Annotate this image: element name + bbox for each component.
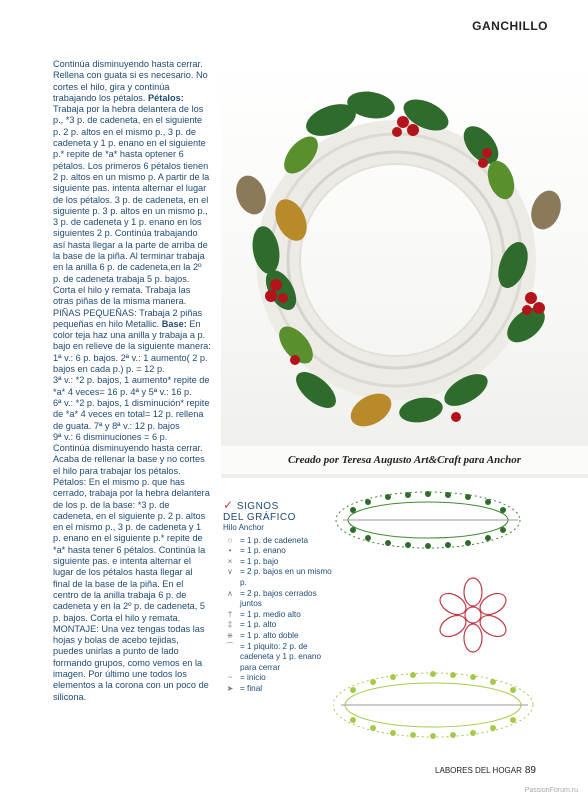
instructions-column xyxy=(53,59,211,703)
legend-item xyxy=(223,631,333,642)
chart-legend xyxy=(223,500,333,695)
legend-title xyxy=(223,500,333,523)
legend-title-line: SIGNOS xyxy=(236,501,279,512)
paragraph: 9ª v.: 6 disminuciones = 6 p. xyxy=(53,431,168,442)
legend-item xyxy=(223,546,333,557)
paragraph: Continúa disminuyendo hasta cerrar. Acaba de rellenar la base y no cortes el hilo para trabajar los pétalos. Pétalos: En el mismo p. que has cerrado, trabaja por la hebra delantera de los p. de la base: *3 p. de cadeneta, en el siguiente p. 2 p. altos en el mismo p., 3 p. de cadeneta y 1 p. enano en el siguiente p.* repite de *a* hasta tener 6 pétalos. Continúa la siguiente pas. e intenta alternar el lugar de los pétalos hasta llegar al final de la base de la piña. En el centro de la anilla trabaja 6 p. de cadeneta y en la 2º p. de cadeneta, 5 p. bajos. Corta el hilo y remata. xyxy=(53,443,210,623)
page-footer xyxy=(435,765,536,776)
crochet-charts xyxy=(333,480,573,760)
legend-text: = 1 p. bajo xyxy=(240,556,279,566)
legend-items xyxy=(223,536,333,695)
watermark: PassionForum.ru xyxy=(524,787,578,794)
bold-text: Pétalos: xyxy=(148,92,184,103)
legend-symbol: ∧ xyxy=(227,588,233,598)
leaf-chart-top xyxy=(336,492,520,548)
wreath-photo xyxy=(221,60,588,478)
legend-text: = 1 p. de cadeneta xyxy=(240,535,309,545)
legend-text: = 1 p. enano xyxy=(240,546,286,556)
leaf-chart-bottom xyxy=(333,673,533,737)
legend-text: = inicio xyxy=(240,673,266,683)
text: PIÑAS PEQUEÑAS: Trabaja 2 piñas pequeñas en hilo Metallic. xyxy=(53,307,203,329)
bold-text: Base: xyxy=(161,318,187,329)
photo-caption: Creado por Teresa Augusto Art&Craft para Anchor xyxy=(221,446,588,474)
legend-symbol: † xyxy=(227,609,233,619)
paragraph: MONTAJE: Una vez tengas todas las hojas y bolas de acebo tejidas, puedes unirlas a punto de lado formando grupos, como vemos en la imagen. Por último une todos los elementos a la corona con un poco de silicona. xyxy=(53,623,209,702)
wreath-illustration xyxy=(221,60,588,478)
legend-symbol: × xyxy=(227,556,233,566)
legend-title-line: DEL GRÁFICO xyxy=(223,512,296,523)
legend-symbol: ∨ xyxy=(227,567,233,577)
paragraph xyxy=(53,59,211,308)
legend-subtitle: Hilo Anchor xyxy=(223,523,264,532)
legend-item xyxy=(223,557,333,568)
legend-symbol: ⧺ xyxy=(226,630,234,640)
legend-symbol: ‡ xyxy=(227,620,233,630)
legend-item xyxy=(223,642,333,674)
check-icon: ✓ xyxy=(223,498,234,512)
legend-text: = 1 p. alto xyxy=(240,620,277,630)
text: Continúa disminuyendo hasta cerrar. Rellena con guata si es necesario. No cortes el hilo, gira y continúa trabajando los pétalos. xyxy=(53,59,208,103)
legend-text: = 1 p. medio alto xyxy=(240,609,301,619)
section-label: GANCHILLO xyxy=(472,19,548,33)
legend-text: = 2 p. bajos cerrados juntos xyxy=(240,588,317,609)
legend-item xyxy=(223,684,333,695)
legend-symbol: ➤ xyxy=(226,683,234,693)
legend-item xyxy=(223,620,333,631)
legend-text: = 1 piquito: 2 p. de cadeneta y 1 p. enano para cerrar xyxy=(240,641,322,672)
page-number: 89 xyxy=(524,765,536,776)
magazine-name: LABORES DEL HOGAR xyxy=(435,766,522,775)
legend-symbol: ⌒ xyxy=(225,641,235,651)
text: En color teja haz una anilla y trabaja a p. bajo en relieve de la siguiente manera: xyxy=(53,318,211,352)
chart-diagrams xyxy=(333,480,573,760)
text: Trabaja por la hebra delantera de los p., *3 p. de cadeneta, en el siguiente p. 2 p. altos en el mismo p., 3 p. de cadeneta y 1 p. enano en el siguiente p.* repite de *a* hasta optener 6 pétalos. Los primeros 6 pétalos tienen 2 p. altos en un mismo p. A partir de la siguiente pas. intenta alternar el lugar de los pétalos. 3 p. de cadeneta, en el siguiente p. 3 p. altos en un mismo p., 3 p. de cadeneta y 1 p. enano en los siguientes 2 p. Continúa trabajando así hasta llegar a la parte de arriba de la base de la piña. Al terminar trabaja en la anilla 6 p. de cadeneta,en la 2º p. de cadeneta trabaja 5 p. bajos. Corta el hilo y remata. Trabaja las otras piñas de la misma manera. xyxy=(53,104,210,307)
paragraph: 1ª v.: 6 p. bajos. 2ª v.: 1 aumento( 2 p. bajos en cada p.) p. = 12 p. xyxy=(53,352,208,375)
paragraph: 3ª v.: *2 p. bajos, 1 aumento* repite de *a* 4 veces= 16 p. 4ª y 5ª v.: 16 p. xyxy=(53,375,210,397)
legend-item xyxy=(223,567,333,588)
legend-item xyxy=(223,673,333,684)
legend-text: = final xyxy=(240,683,263,693)
legend-text: = 2 p. bajos en un mismo p. xyxy=(240,567,332,587)
legend-item xyxy=(223,610,333,621)
legend-item xyxy=(223,589,333,610)
paragraph xyxy=(53,308,211,353)
legend-item xyxy=(223,536,333,547)
legend-symbol: ○ xyxy=(227,535,233,545)
legend-text: = 1 p. alto doble xyxy=(240,630,299,640)
paragraph: 6ª v.: *2 p. bajos, 1 disminución* repite de *a* 4 veces en total= 12 p. rellena de guata. 7ª y 8ª v.: 12 p. bajos xyxy=(53,397,210,431)
legend-symbol: • xyxy=(228,546,232,556)
flower-chart xyxy=(436,578,509,652)
legend-symbol: ~ xyxy=(227,673,233,683)
